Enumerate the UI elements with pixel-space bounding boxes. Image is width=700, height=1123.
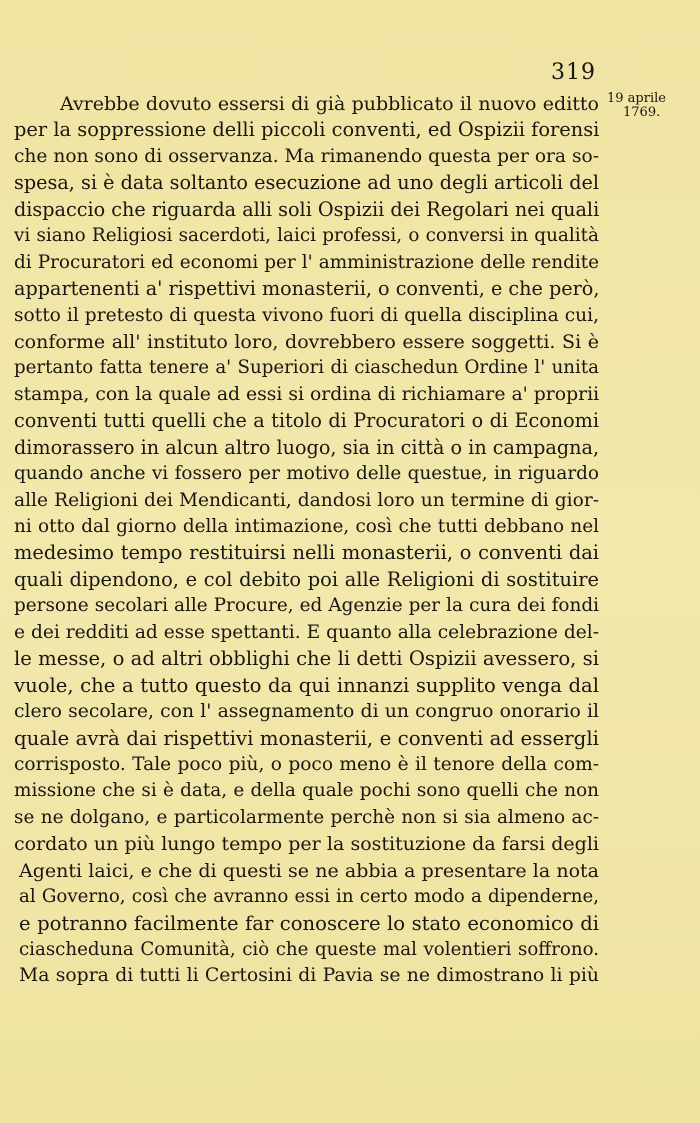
text-line: Avrebbe dovuto essersi di già pubblicato il nuovo editto	[60, 93, 599, 115]
text-line: se ne dolgano, e particolarmente perchè non si sia almeno ac-	[14, 806, 599, 828]
text-line: sotto il pretesto di questa vivono fuori di quella disciplina cui,	[14, 304, 599, 326]
text-line: vuole, che a tutto questo da qui innanzi supplito venga dal	[14, 673, 599, 697]
text-line: conforme all' instituto loro, dovrebbero essere soggetti. Si è	[14, 330, 599, 353]
text-line: stampa, con la quale ad essi si ordina di richiamare a' proprii	[14, 383, 599, 405]
text-line: vi siano Religiosi sacerdoti, laici professi, o conversi in qualità	[14, 225, 599, 247]
text-line: medesimo tempo restituirsi nelli monasterii, o conventi dai	[14, 541, 599, 565]
text-line: Agenti laici, e che di questi se ne abbia a presentare la nota	[19, 859, 599, 882]
margin-date: 19 aprile	[607, 91, 666, 106]
text-line: conventi tutti quelli che a titolo di Procuratori o di Economi	[14, 409, 599, 433]
text-line: quali dipendono, e col debito poi alle Religioni di sostituire	[14, 567, 599, 591]
margin-year: 1769.	[623, 105, 661, 120]
text-line: dimorassero in alcun altro luogo, sia in città o in campagna,	[14, 435, 599, 459]
text-line: ciascheduna Comunità, ciò che queste mal volentieri soffrono.	[19, 939, 599, 960]
text-line: e dei redditi ad esse spettanti. E quanto alla celebrazione del-	[14, 621, 599, 643]
text-line: alle Religioni dei Mendicanti, dandosi loro un termine di gior-	[14, 489, 599, 511]
text-line: appartenenti a' rispettivi monasterii, o conventi, e che però,	[14, 277, 599, 301]
text-line: e potranno facilmente far conoscere lo stato economico di	[19, 911, 599, 935]
text-line: corrisposto. Tale poco più, o poco meno è il tenore della com-	[14, 753, 599, 775]
text-line: missione che si è data, e della quale pochi sono quelli che non	[14, 780, 599, 802]
text-line: pertanto fatta tenere a' Superiori di ciaschedun Ordine l' unita	[14, 357, 599, 379]
page-number: 319	[551, 60, 596, 85]
text-line: ni otto dal giorno della intimazione, così che tutti debbano nel	[14, 516, 599, 537]
text-line: per la soppressione delli piccoli conventi, ed Ospizii forensi	[14, 118, 599, 142]
body-text	[14, 91, 599, 990]
text-line: quale avrà dai rispettivi monasterii, e conventi ad essergli	[14, 726, 599, 750]
text-line: le messe, o ad altri obblighi che li detti Ospizii avessero, si	[14, 647, 599, 671]
text-line: di Procuratori ed economi per l' amministrazione delle rendite	[14, 251, 599, 273]
text-line: che non sono di osservanza. Ma rimanendo questa per ora so-	[14, 145, 599, 167]
margin-date-note	[607, 92, 695, 120]
text-line: spesa, si è data soltanto esecuzione ad uno degli articoli del	[14, 171, 599, 195]
text-line: dispaccio che riguarda alli soli Ospizii dei Regolari nei quali	[14, 197, 599, 221]
text-line: clero secolare, con l' assegnamento di un congruo onorario il	[14, 701, 599, 723]
text-line: al Governo, così che avranno essi in certo modo a dipenderne,	[19, 886, 599, 908]
text-line: quando anche vi fossero per motivo delle questue, in riguardo	[14, 463, 599, 485]
text-line: Ma sopra di tutti li Certosini di Pavia se ne dimostrano li più	[19, 965, 599, 987]
text-line: cordato un più lungo tempo per la sostituzione da farsi degli	[14, 833, 599, 856]
text-line: persone secolari alle Procure, ed Agenzie per la cura dei fondi	[14, 595, 599, 617]
